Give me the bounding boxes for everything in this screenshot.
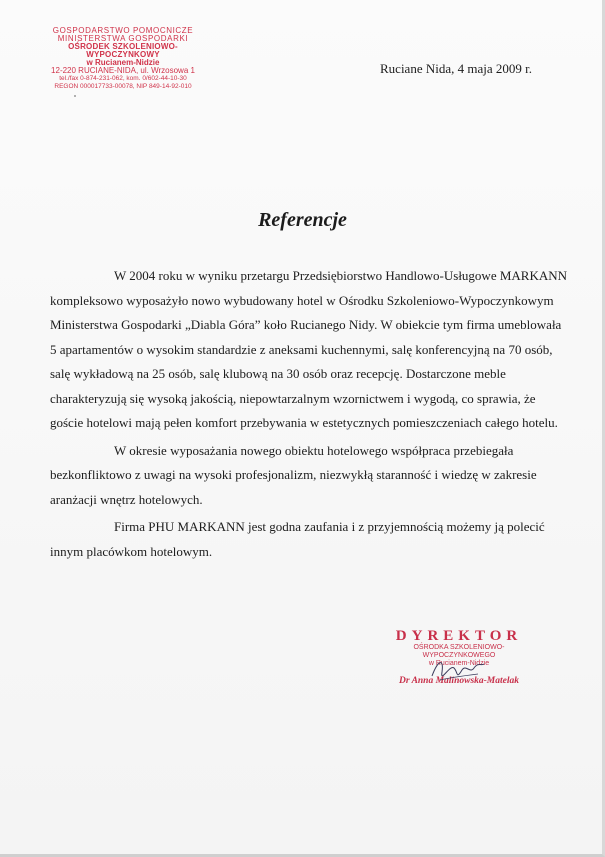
paragraph-3: Firma PHU MARKANN jest godna zaufania i z przyjemnością możemy ją polecić innym placówkom hotelowym. — [50, 519, 545, 559]
stamp-line-3: OŚRODEK SZKOLENIOWO-WYPOCZYNKOWY — [68, 42, 178, 59]
stamp-line-2: MINISTERSTWA GOSPODARKI — [57, 34, 189, 43]
letter-body — [50, 264, 570, 567]
paragraph-2: W okresie wyposażania nowego obiektu hotelowego współpraca przebiegała bezkonfliktowo z uwagi na wysoki profesjonalizm, niezwykłą staranność i wiedzę w zakresie aranżacji wnętrz hotelowych. — [50, 442, 537, 507]
stamp-line-6: tel./fax 0-874-231-062, kom. 0/602-44-10-30 — [59, 75, 187, 82]
stamp-line-1: GOSPODARSTWO POMOCNICZE — [52, 26, 194, 35]
stamp-line-7: REGON 000017733-00078, NIP 849-14-92-010 — [54, 83, 192, 90]
scan-speck — [74, 95, 76, 97]
organization-stamp — [34, 27, 212, 91]
signature-org: OŚRODKA SZKOLENIOWO-WYPOCZYNKOWEGO — [413, 644, 505, 659]
handwritten-signature — [428, 654, 488, 690]
paragraph-1: W 2004 roku w wyniku przetargu Przedsiębiorstwo Handlowo-Usługowe MARKANN kompleksowo wyposażyło nowo wybudowany hotel w Ośrodku Szkoleniowo-Wypoczynkowym Ministerstwa Gospodarki „Diabla Góra” koło Rucianego Nidy. W obiekcie tym firma umeblowała 5 apartamentów o wysokim standardzie z aneksami kuchennymi, salę konferencyjną na 70 osób, salę wykładową na 25 osób, salę klubową na 30 osób oraz recepcję. Dostarczone meble charakteryzują się wysoką jakością, niepowtarzalnym wzornictwem i wygodą, co sprawia, że goście hotelowi mają pełen komfort przebywania w estetycznych pomieszczeniach całego hotelu. — [50, 268, 568, 430]
document-title: Referencje — [258, 209, 347, 231]
signature-location: w Rucianem-Nidzie — [428, 660, 490, 667]
signature-title: DYREKTOR — [395, 628, 523, 644]
date-line: Ruciane Nida, 4 maja 2009 r. — [380, 61, 532, 76]
stamp-line-5: 12-220 RUCIANE-NIDA, ul. Wrzosowa 1 — [51, 66, 195, 75]
signatory-name: Dr Anna Malinowska-Matelak — [398, 676, 519, 686]
stamp-line-4: w Rucianem-Nidzie — [86, 58, 160, 67]
